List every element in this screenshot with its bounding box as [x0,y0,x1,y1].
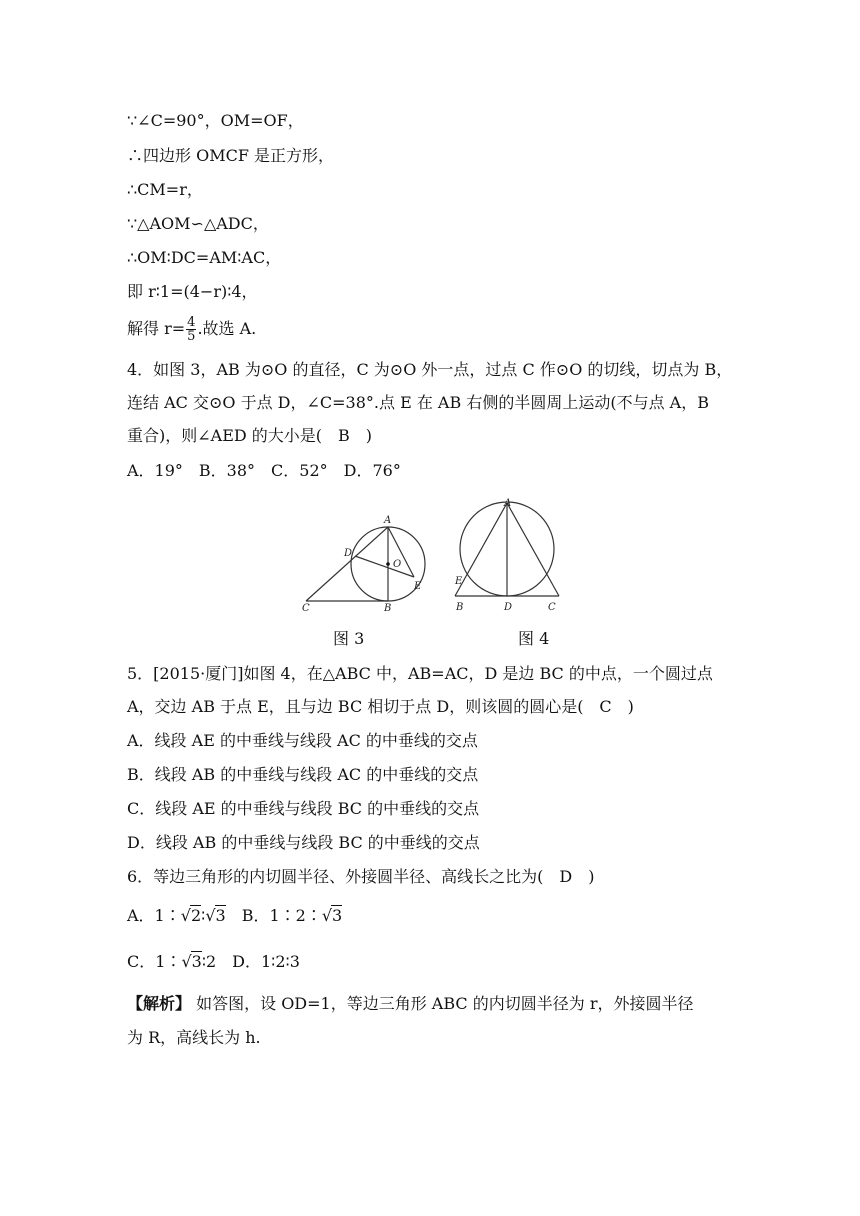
fig4-label-e: E [455,576,463,587]
q6-option-a-prefix: A．1∶ [127,906,181,925]
q4-options: A．19° B．38° C．52° D．76° [127,461,401,480]
q6-option-a-sqrt-1: 2 [190,906,202,925]
solution-line-1: ∵∠C=90°，OM=OF， [127,111,304,130]
solution-line-4: ∵△AOM∽△ADC， [127,214,269,233]
fig3-label-c: C [302,603,310,614]
q6-option-c-suffix: ∶2 [201,952,217,971]
solution-line-3: ∴CM=r， [127,180,203,199]
q5-option-c: C．线段 AE 的中垂线与线段 BC 的中垂线的交点 [127,799,480,818]
solution-line-5: ∴OM∶DC=AM∶AC， [127,248,282,267]
q6-option-a-sep: ∶ [201,906,206,925]
fig4-label-a: A [504,498,512,509]
q5-line-1: 5．[2015·厦门]如图 4，在△ABC 中，AB=AC，D 是边 BC 的中点，一个圆过点 [127,664,713,683]
q6-option-c-sqrt: 3 [191,952,202,971]
figure-4 [450,495,570,615]
q4-line-1: 4．如图 3，AB 为⊙O 的直径，C 为⊙O 外一点，过点 C 作⊙O 的切线，切点为 B， [127,360,733,379]
q6-options-cd: C．1∶√3∶2 D．1∶2∶3 [127,952,300,971]
solution-line-6: 即 r∶1=(4−r)∶4， [127,282,258,301]
fig3-label-e: E [414,581,422,592]
q5-option-a: A．线段 AE 的中垂线与线段 AC 的中垂线的交点 [127,731,478,750]
solution-line-7-prefix: 解得 r= [127,319,186,338]
fig3-label-d: D [344,548,353,559]
analysis-text-1: 如答图，设 OD=1，等边三角形 ABC 的内切圆半径为 r，外接圆半径 [191,994,694,1013]
q6-option-d: D．1∶2∶3 [216,952,300,971]
q6-option-a-sqrt-2: 3 [215,906,226,925]
q4-line-2: 连结 AC 交⊙O 于点 D，∠C=38°.点 E 在 AB 右侧的半圆周上运动(不与点 A，B [127,393,709,412]
solution-line-7-suffix: .故选 A. [197,319,257,338]
fraction-4-5 [186,316,196,343]
solution-line-2: ∴四边形 OMCF 是正方形， [127,146,335,165]
q6-line-1: 6．等边三角形的内切圆半径、外接圆半径、高线长之比为( D ) [127,867,595,886]
fig4-side-ac [507,503,559,596]
q6-options-ab: A．1∶√2∶√3 B．1∶2∶√3 [127,906,343,925]
q5-option-b: B．线段 AB 的中垂线与线段 AC 的中垂线的交点 [127,765,479,784]
fig4-label-c: C [548,602,556,613]
analysis-line-1 [127,994,693,1014]
fig3-label-a: A [384,515,392,526]
q4-line-3: 重合)，则∠AED 的大小是( B ) [127,426,373,445]
fig4-label-d: D [504,602,513,613]
fig3-label-o: O [393,559,402,570]
fig3-label-b: B [384,603,392,614]
fig4-side-ab [455,503,507,596]
q5-option-d: D．线段 AB 的中垂线与线段 BC 的中垂线的交点 [127,833,480,852]
q6-option-b-prefix: B．1∶2∶ [225,906,322,925]
fig4-label-b: B [456,602,464,613]
q6-option-c-prefix: C．1∶ [127,952,182,971]
figure-3 [296,495,426,615]
q6-option-b-sqrt: 3 [332,906,343,925]
fraction-denominator: 5 [187,329,196,344]
q5-line-2: A，交边 AB 于点 E，且与边 BC 相切于点 D，则该圆的圆心是( C ) [127,697,634,716]
solution-line-7 [127,316,256,343]
figure-3-caption: 图 3 [333,629,365,648]
fig3-center-dot [386,562,390,566]
analysis-tag: 【解析】 [127,994,192,1013]
analysis-line-2: 为 R，高线长为 h. [127,1028,261,1047]
figure-4-caption: 图 4 [518,629,550,648]
fraction-numerator: 4 [187,315,196,330]
